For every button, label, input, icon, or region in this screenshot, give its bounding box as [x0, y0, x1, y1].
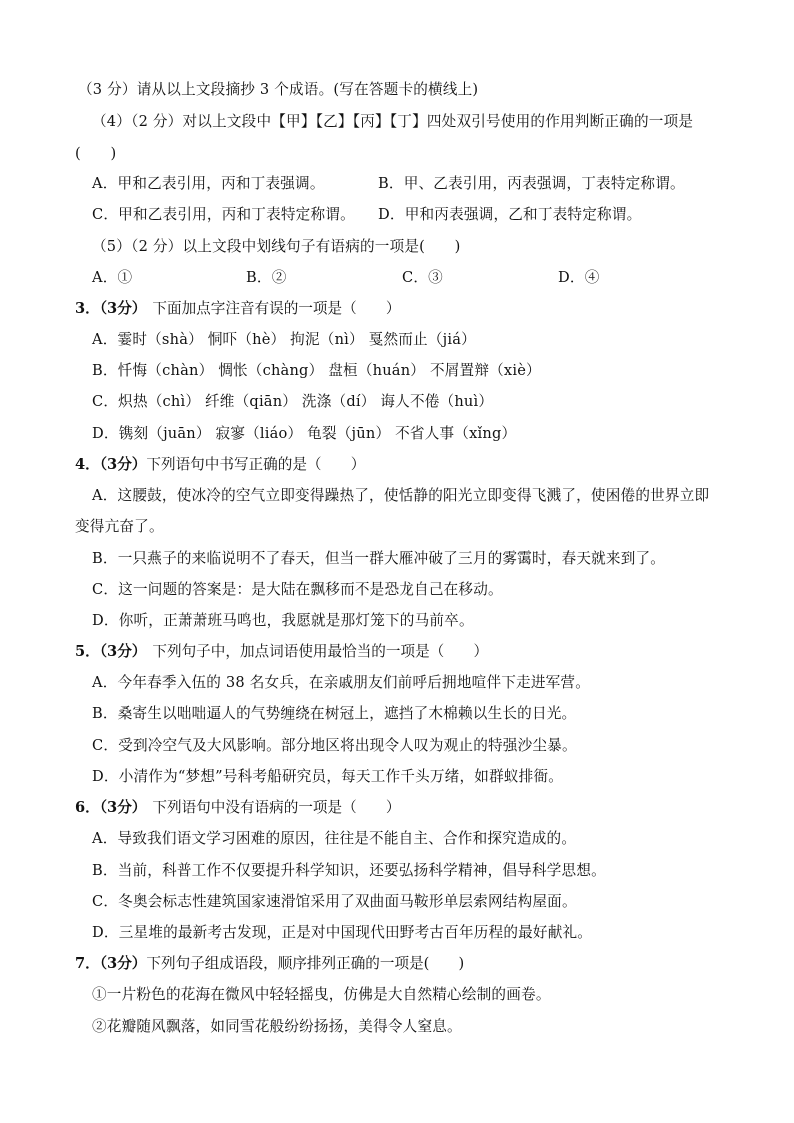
question-5-option-d: D．小清作为“梦想”号科考船研究员，每天工作千头万绪，如群蚁排衙。 — [92, 768, 564, 785]
question-3 — [75, 299, 401, 319]
question-7-sentence-2: ②花瓣随风飘落，如同雪花般纷纷扬扬，美得令人窒息。 — [92, 1018, 462, 1035]
sub-question-5-option-b: B．② — [246, 269, 287, 286]
question-4-option-b: B．一只燕子的来临说明不了春天，但当一群大雁冲破了三月的雾霭时，春天就来到了。 — [92, 550, 666, 567]
question-3-stem: 下面加点字注音有误的一项是（ ） — [152, 300, 401, 317]
question-5-stem: 下列句子中，加点词语使用最恰当的一项是（ ） — [152, 643, 489, 660]
question-6-option-b: B．当前，科普工作不仅要提升科学知识，还要弘扬科学精神，倡导科学思想。 — [92, 862, 606, 879]
question-3-option-c: C．炽热（chì） 纤维（qiān） 洗涤（dí） 诲人不倦（huì） — [92, 393, 494, 410]
question-4-option-a-line-2: 变得亢奋了。 — [75, 518, 164, 535]
sub-question-4-option-a: A．甲和乙表引用，丙和丁表强调。 — [92, 175, 325, 192]
question-7 — [75, 954, 464, 974]
sub-question-4-stem: （4）（2 分）对以上文段中【甲】【乙】【丙】【丁】四处双引号使用的作用判断正确的一项是 — [92, 113, 694, 130]
question-3-option-a: A．霎时（shà） 恫吓（hè） 拘泥（nì） 戛然而止（jiá） — [92, 331, 476, 348]
question-4-option-d: D．你听，正萧萧班马鸣也，我愿就是那灯笼下的马前卒。 — [92, 612, 474, 629]
question-7-number: 7．（3分） — [75, 955, 147, 972]
question-5-number: 5．（3分） — [75, 643, 147, 660]
sub-question-3-line: （3 分）请从以上文段摘抄 3 个成语。(写在答题卡的横线上) — [78, 81, 479, 98]
sub-question-5-option-c: C．③ — [402, 269, 443, 286]
question-5-option-b: B．桑寄生以咄咄逼人的气势缠绕在树冠上，遮挡了木棉赖以生长的日光。 — [92, 705, 577, 722]
question-6-option-a: A．导致我们语文学习困难的原因，往往是不能自主、合作和探究造成的。 — [92, 830, 577, 847]
question-4-option-a-line-1: A．这腰鼓，使冰冷的空气立即变得躁热了，使恬静的阳光立即变得飞溅了，使困倦的世界立即 — [92, 487, 710, 504]
question-5-option-a: A．今年春季入伍的 38 名女兵，在亲戚朋友们前呼后拥地喧伴下走进军营。 — [92, 674, 590, 691]
question-3-option-d: D．镌刻（juān） 寂寥（liáo） 龟裂（jūn） 不省人事（xǐng） — [92, 425, 517, 442]
sub-question-5-option-d: D．④ — [558, 269, 600, 286]
question-6-option-d: D．三星堆的最新考古发现，正是对中国现代田野考古百年历程的最好献礼。 — [92, 924, 593, 941]
question-3-number: 3．（3分） — [75, 300, 147, 317]
question-6-option-c: C．冬奥会标志性建筑国家速滑馆采用了双曲面马鞍形单层索网结构屋面。 — [92, 893, 577, 910]
question-6-number: 6．（3分） — [75, 799, 147, 816]
question-4-stem: 下列语句中书写正确的是（ ） — [146, 456, 366, 473]
question-4-number: 4．（3分） — [75, 456, 147, 473]
question-5-option-c: C．受到冷空气及大风影响。部分地区将出现令人叹为观止的特强沙尘暴。 — [92, 737, 577, 754]
question-6-stem: 下列语句中没有语病的一项是（ ） — [152, 799, 401, 816]
question-6 — [75, 798, 401, 818]
sub-question-4-option-d: D．甲和丙表强调，乙和丁表特定称谓。 — [378, 206, 642, 223]
question-7-stem: 下列句子组成语段，顺序排列正确的一项是( ) — [146, 955, 465, 972]
question-5 — [75, 642, 488, 662]
sub-question-4-bracket: ( ) — [75, 145, 117, 162]
sub-question-5-stem: （5）（2 分）以上文段中划线句子有语病的一项是( ) — [92, 238, 461, 255]
question-4 — [75, 455, 365, 475]
sub-question-5-option-a: A．① — [92, 269, 133, 286]
sub-question-4-option-c: C．甲和乙表引用，丙和丁表特定称谓。 — [92, 206, 355, 223]
question-3-option-b: B．忏悔（chàn） 惆怅（chàng） 盘桓（huán） 不屑置辩（xiè） — [92, 362, 541, 379]
question-7-sentence-1: ①一片粉色的花海在微风中轻轻摇曳，仿佛是大自然精心绘制的画卷。 — [92, 986, 551, 1003]
sub-question-4-option-b: B．甲、乙表引用，丙表强调，丁表特定称谓。 — [378, 175, 685, 192]
question-4-option-c: C．这一问题的答案是：是大陆在飘移而不是恐龙自己在移动。 — [92, 581, 503, 598]
